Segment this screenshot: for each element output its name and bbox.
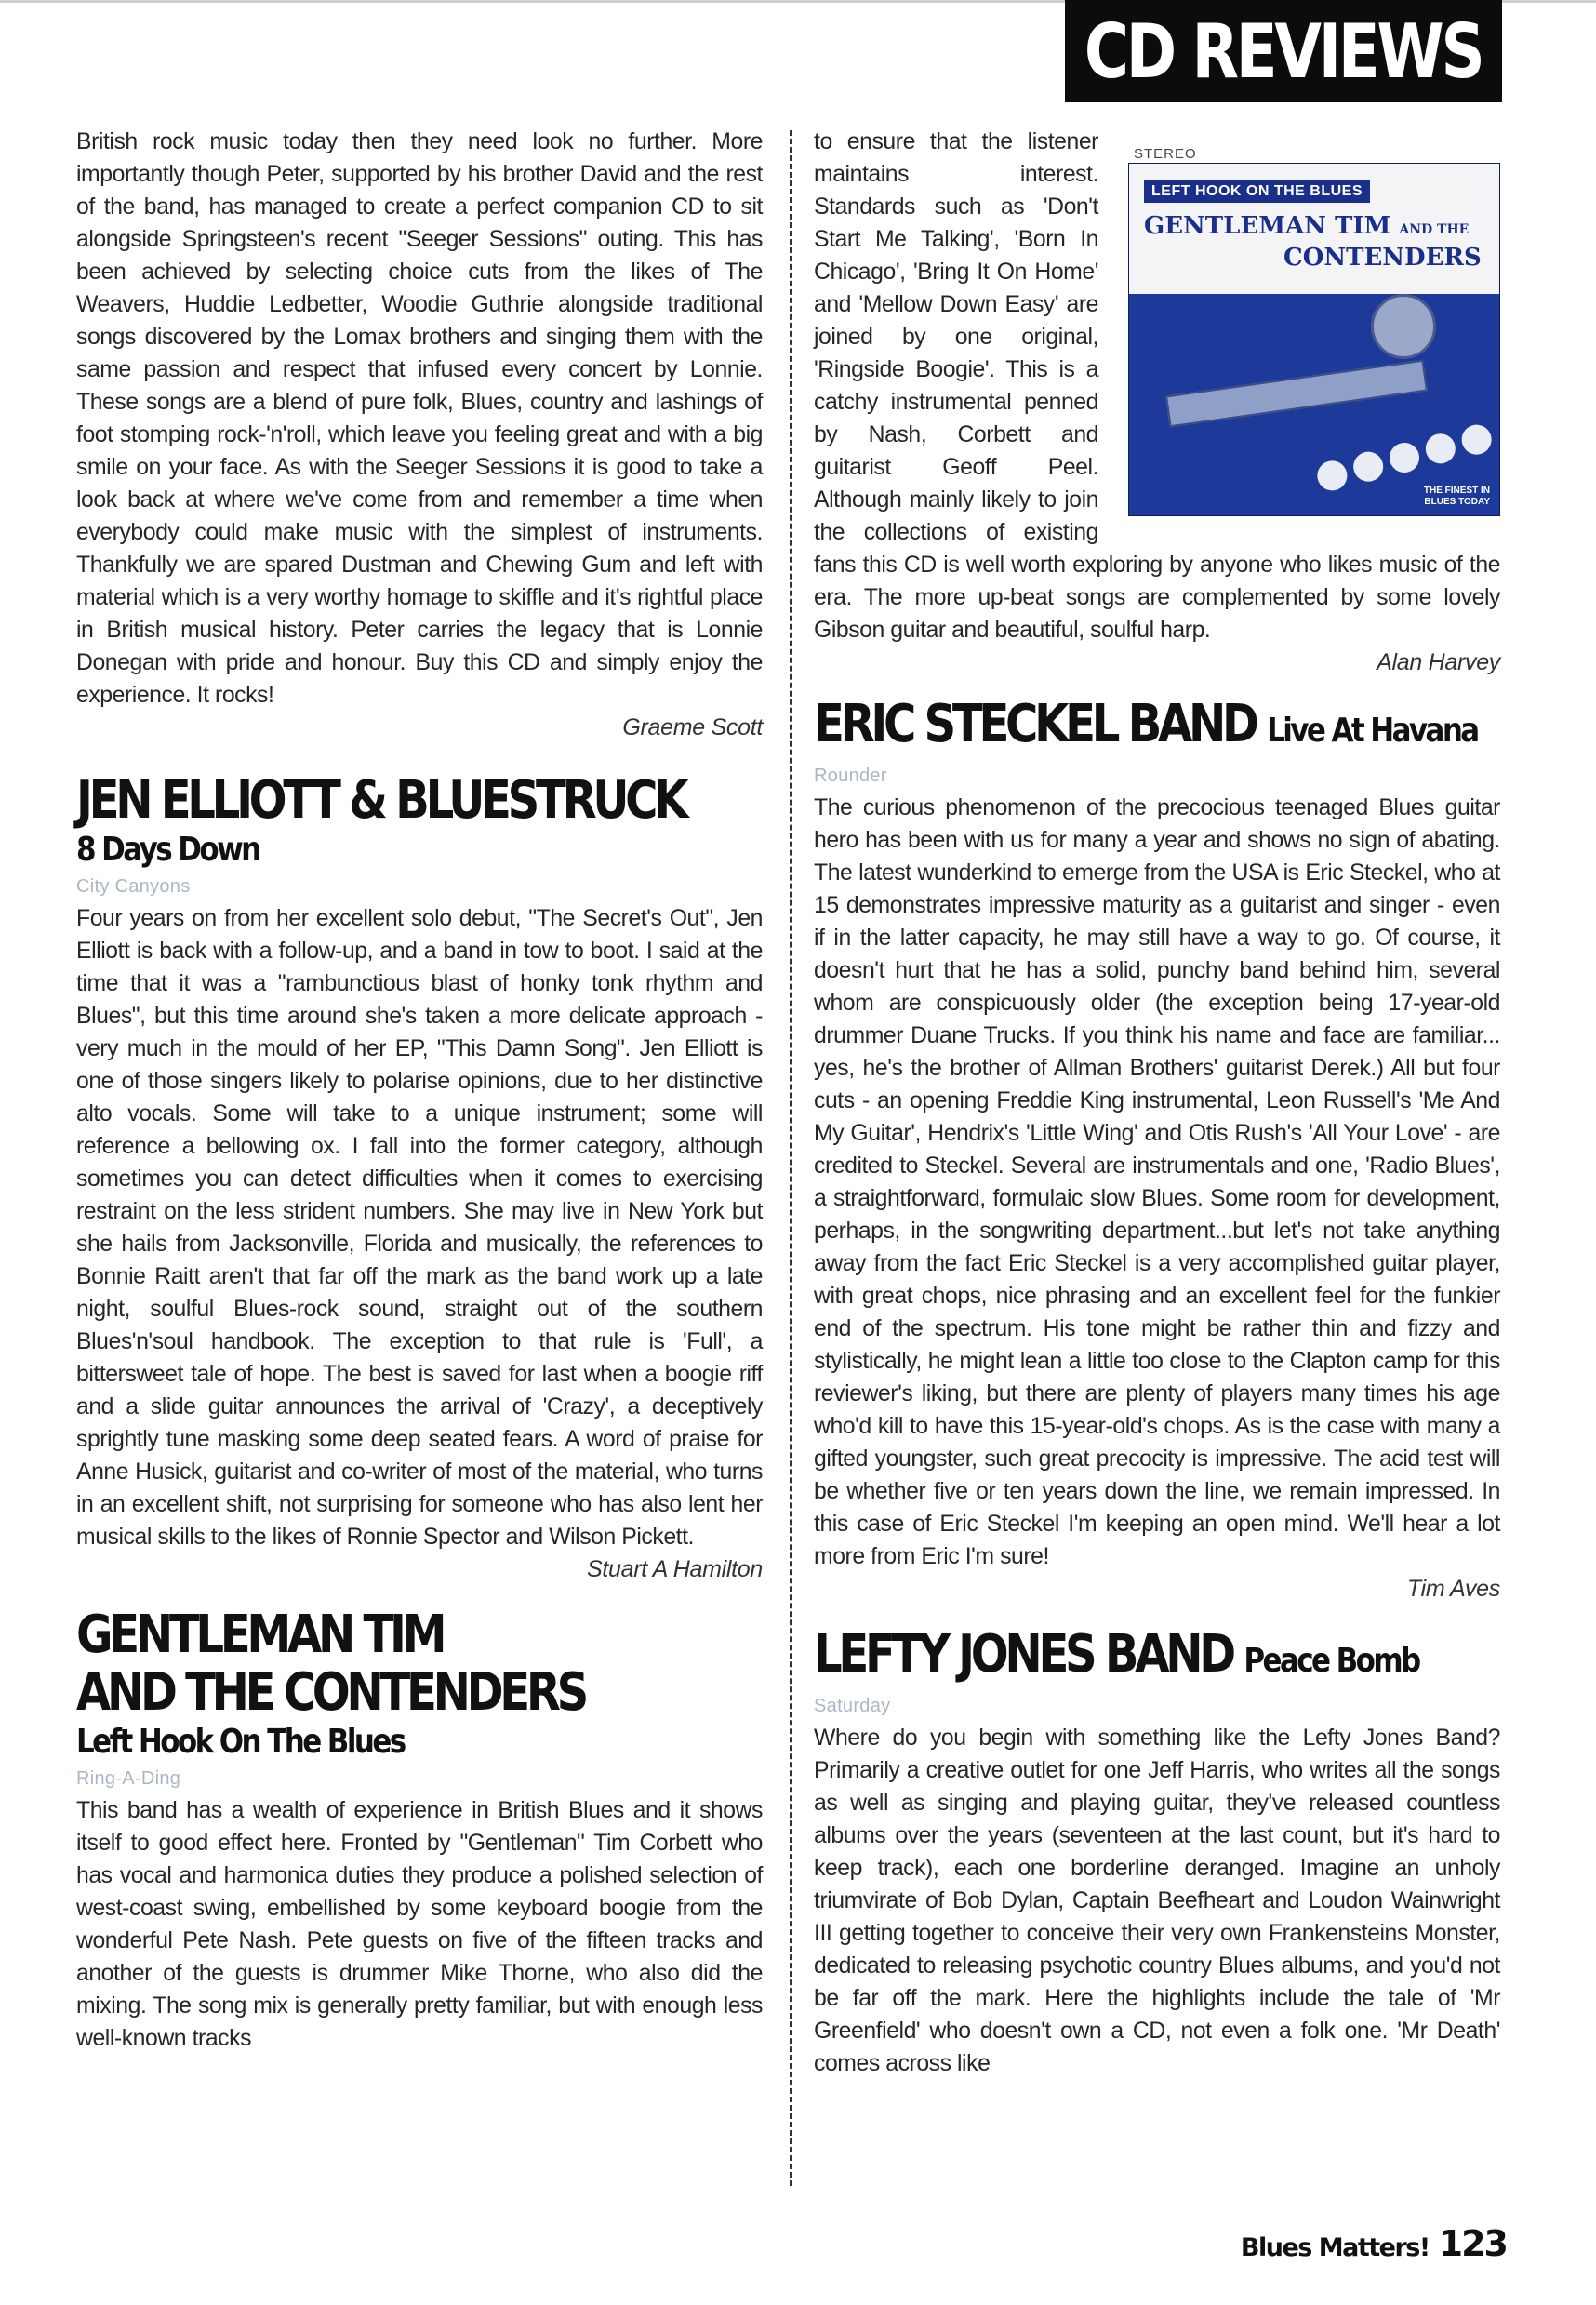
column-divider — [790, 130, 792, 2186]
left-column — [76, 126, 763, 2055]
album-title-inline: Peace Bomb — [1244, 1642, 1419, 1680]
review-artist-title — [76, 1606, 667, 1722]
microphone-graphic — [1371, 294, 1436, 359]
page-number: 123 — [1438, 2223, 1507, 2264]
cover-stereo-label: STEREO — [1134, 146, 1197, 162]
album-cover-art — [1128, 163, 1500, 516]
review-gentleman-tim — [76, 1606, 763, 2055]
cover-artist-name — [1144, 212, 1488, 272]
review-record-label: City Canyons — [76, 876, 191, 897]
review-jen-elliott — [76, 772, 763, 1586]
cover-footer-text: THE FINEST IN BLUES TODAY — [1423, 486, 1490, 507]
cover-album-tag: LEFT HOOK ON THE BLUES — [1144, 180, 1370, 203]
harmonica-graphic — [1165, 360, 1428, 428]
continued-review-text: British rock music today then they need look no further. More importantly though Peter, supported by his brother David and the rest of the band, has managed to create a perfect companion CD to sit alongside Springsteen's recent "Seeger Sessions" outing. This has been achieved by selecting choice cuts from the likes of The Weavers, Huddie Ledbetter, Woodie Guthrie alongside traditional songs discovered by the Lomax brothers and singing them with the same passion and respect that infused every concert by Lonnie. These songs are a blend of pure folk, Blues, country and lashings of foot stomping rock-'n'roll, which leave you feeling great and with a big smile on your face. As with the Seeger Sessions it is good to take a look back at where we've come from and remember a time when everybody could make music with the simplest of instruments. Thankfully we are spared Dustman and Chewing Gum and left with material which is a very worthy homage to skiffle and it's rightful place in British musical history. Peter carries the legacy that is Lonnie Donegan with pride and honour. Buy this CD and simply enjoy the experience. It rocks! — [76, 129, 763, 708]
review-record-label: Rounder — [814, 766, 887, 786]
review-album-title: 8 Days Down — [76, 831, 259, 869]
artist-title-line-1: GENTLEMAN TIM — [76, 1605, 444, 1665]
section-banner-text: CD REVIEWS — [1084, 7, 1483, 95]
review-record-label: Saturday — [814, 1696, 891, 1716]
review-text: Four years on from her excellent solo debut, "The Secret's Out", Jen Elliott is back with a follow-up, and a band in tow to boot. I said at the time that it was a "rambunctious blast of honky tonk rhythm and Blues", but this time around she's taken a more delicate approach - very much in the mould of her EP, "This Damn Song". Jen Elliott is one of those singers likely to polarise opinions, due to her distinctive alto vocals. Some will take to a unique instrument; some will reference a bellowing ox. I fall into the former category, although sometimes you can detect difficulties when it comes to exercising restraint on the less strident numbers. She may live in New York but she hails from Jacksonville, Florida and musically, the references to Bonnie Raitt aren't that far off the mark as the band work up a late night, soulful Blues-rock sound, straight out of the southern Blues'n'soul handbook. The exception to that rule is 'Full', a bittersweet tale of hope. The best is saved for last when a boogie riff and a slide guitar announces the arrival of 'Crazy', a deceptively sprightly tune masking some deep seated fears. A word of praise for Anne Husick, guitarist and co-writer of most of the material, who turns in an excellent shift, not surprising for someone who has also lent her musical skills to the likes of Ronnie Spector and Wilson Pickett. — [76, 906, 763, 1550]
review-album-title: Left Hook On The Blues — [76, 1723, 405, 1761]
section-banner — [1065, 0, 1502, 102]
magazine-name: Blues Matters! — [1240, 2233, 1430, 2262]
continued-review-text: to ensure that the listener maintains interest. Standards such as 'Don't Start Me Talking', 'Born In Chicago', 'Bring It On Home' and 'Mellow Down Easy' are joined by one original, 'Ringside Boogie'. This is a catchy instrumental penned by Nash, Corbett and guitarist Geoff Peel. Although mainly likely to join the collections of existing fans this CD is well worth exploring by anyone who likes music of the era. The more up-beat songs are complemented by some lovely Gibson guitar and beautiful, soulful harp. — [814, 129, 1500, 643]
review-record-label: Ring-A-Ding — [76, 1768, 181, 1789]
review-byline: Stuart A Hamilton — [587, 1556, 763, 1582]
review-text: This band has a wealth of experience in British Blues and it shows itself to good effect here. Fronted by "Gentleman" Tim Corbett who has vocal and harmonica duties they produce a polished selection of west-coast swing, embellished by some keyboard boogie from the wonderful Pete Nash. Pete guests on five of the fifteen tracks and another of the guests is drummer Mike Thorne, who also did the mixing. The song mix is generally pretty familiar, but with enough less well-known tracks — [76, 1798, 763, 2051]
review-text: Where do you begin with something like the Lefty Jones Band? Primarily a creative outlet for one Jeff Harris, who writes all the songs as well as singing and playing guitar, they've released countless albums over the years (seventeen at the last count, but it's hard to keep track), each one borderline deranged. Imagine an unholy triumvirate of Bob Dylan, Captain Beefheart and Loudon Wainwright III getting together to conceive their very own Frankensteins Monster, dedicated to releasing psychotic country Blues albums, and you'd not be far off the mark. Here the highlights include the tale of 'Mr Greenfield' who doesn't own a CD, not even a folk one. 'Mr Death' comes across like — [814, 1725, 1500, 2076]
review-eric-steckel — [814, 696, 1500, 1606]
review-artist-title: JEN ELLIOTT & BLUESTRUCK — [76, 770, 685, 831]
cover-name-and: AND THE — [1399, 222, 1470, 237]
cover-name-second: CONTENDERS — [1283, 244, 1482, 272]
album-cover-image — [1119, 135, 1500, 535]
amp-knobs-graphic — [1314, 421, 1495, 493]
review-byline: Alan Harvey — [1377, 649, 1500, 675]
artist-name: LEFTY JONES BAND — [814, 1624, 1232, 1685]
review-lefty-jones — [814, 1626, 1500, 2080]
artist-name: ERIC STECKEL BAND — [814, 694, 1256, 754]
review-byline: Tim Aves — [1406, 1576, 1500, 1602]
cover-name-main: GENTLEMAN TIM — [1144, 212, 1391, 240]
review-artist-title — [814, 1624, 1419, 1690]
review-artist-title — [814, 694, 1478, 760]
right-column — [814, 126, 1500, 2080]
artist-title-line-2: AND THE CONTENDERS — [76, 1662, 586, 1723]
album-title-inline: Live At Havana — [1267, 712, 1478, 750]
continued-review-byline: Graeme Scott — [622, 714, 763, 740]
review-text: The curious phenomenon of the precocious teenaged Blues guitar hero has been with us for many a year and shows no sign of abating. The latest wunderkind to emerge from the USA is Eric Steckel, who at 15 demonstrates impressive maturity as a guitarist and singer - even if in the latter capacity, he may still have a way to go. Of course, it doesn't hurt that he has a solid, punchy band behind him, several whom are conspicuously older (the exception being 17-year-old drummer Duane Trucks. If you think his name and face are familiar... yes, he's the brother of Allman Brothers' guitarist Derek.) All but four cuts - an opening Freddie King instrumental, Leon Russell's 'Me And My Guitar', Hendrix's 'Little Wing' and Otis Rush's 'All Your Love' - are credited to Steckel. Several are instrumentals and one, 'Radio Blues', a straightforward, formulaic slow Blues. Some room for development, perhaps, in the songwriting department...but let's not take anything away from the fact Eric Steckel is a very accomplished guitar player, with great chops, nice phrasing and an excellent feel for the funkier end of the spectrum. His tone might be rather thin and fizzy and stylistically, he might lean a little too close to the Clapton camp for this reviewer's liking, but there are plenty of players many times his age who'd kill to have this 15-year-old's chops. As is the case with many a gifted youngster, such great precocity is impressive. The acid test will be whether five or ten years down the line, we remain impressed. In this case of Eric Steckel I'm keeping an open mind. We'll hear a lot more from Eric I'm sure! — [814, 795, 1500, 1569]
page-footer — [1241, 2223, 1507, 2264]
